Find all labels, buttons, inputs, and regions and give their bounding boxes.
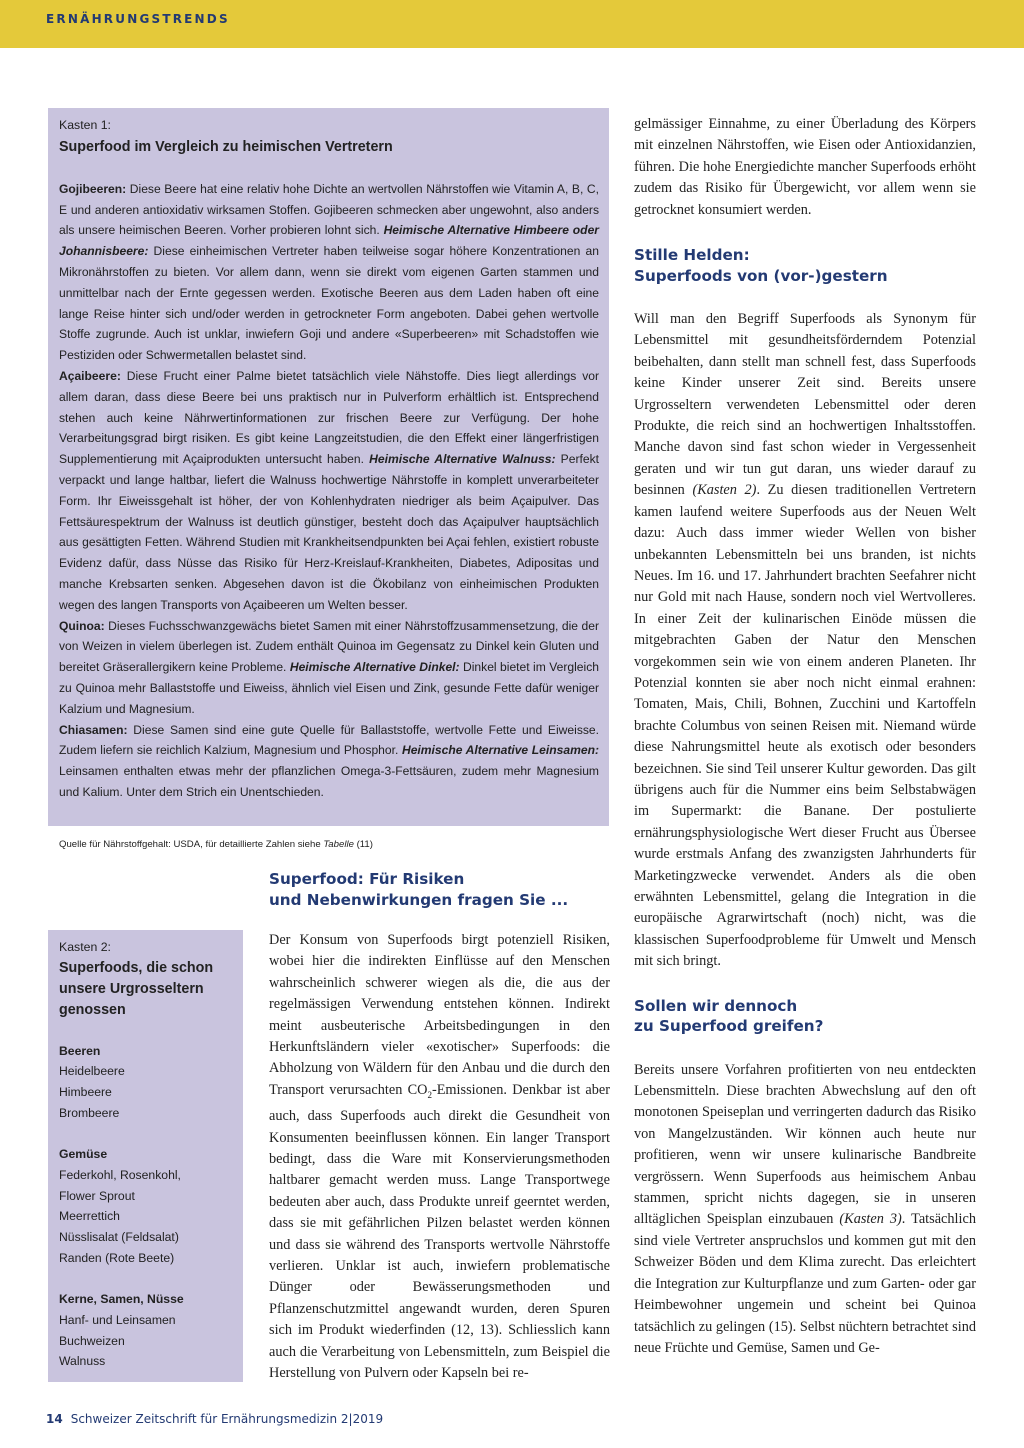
page-number: 14: [46, 1412, 63, 1426]
alt-chia: Heimische Alternative Leinsamen:: [401, 743, 599, 758]
list-item: Nüsslisalat (Feldsalat): [59, 1230, 179, 1245]
journal-title: Schweizer Zeitschrift für Ernährungsmedizin 2|2019: [70, 1412, 384, 1426]
box-1-source: Quelle für Nährstoffgehalt: USDA, für detaillierte Zahlen siehe Tabelle (11): [59, 838, 373, 850]
term-acai: Açaibeere:: [59, 368, 121, 383]
column-middle: [269, 930, 610, 1384]
box-1-paragraph-goji: Gojibeeren: Diese Beere hat eine relativ hohe Dichte an wertvollen Nährstoffen wie Vitamin A, B, C, E und anderen antioxidativ wirksamen Stoffen. Gojibeeren schmecken aber ungewohnt, also anders als unsere heimischen Beeren. Vorher probieren lohnt sich. Heimische Alternative Himbeere oder Johannisbeere: Diese einheimischen Vertreter haben teilweise sogar höhere Konzentrationen an Mikronährstoffen zu bieten. Vor allem dann, wenn sie direkt vom eigenen Garten stammen und unmittelbar nach der Ernte gegessen werden. Exotische Beeren aus dem Laden haben oft eine lange Reise hinter sich und/oder werden in getrockneter Form angeboten. Dabei gehen wertvolle Stoffe zugrunde. Auch ist unklar, inwiefern Goji und andere «Superbeeren» mit Schadstoffen wie Pestiziden oder Schwermetallen belastet sind.: [59, 181, 600, 363]
box-1-label: Kasten 1:: [59, 118, 111, 132]
ref-kasten-3: (Kasten 3): [839, 1211, 902, 1228]
section-heading-sollen-wir: Sollen wir dennoch zu Superfood greifen?: [634, 996, 824, 1036]
list-item: Buchweizen: [59, 1333, 125, 1348]
section-header-bar: [0, 0, 1024, 48]
body-paragraph-continued: gelmässiger Einnahme, zu einer Überladung des Körpers mit einzelnen Nährstoffen, wie Eisen oder Antioxidanzien, führen. Die hohe Energiedichte mancher Superfoods erhöht zudem das Risiko für Übergewicht, vor allem wenn sie getrocknet konsumiert werden.: [634, 116, 976, 218]
page-footer: [46, 1412, 383, 1426]
alt-acai: Heimische Alternative Walnuss:: [369, 452, 556, 467]
list-heading-gemuese: Gemüse: [59, 1147, 108, 1162]
list-item: Federkohl, Rosenkohl,: [59, 1167, 181, 1182]
box-1-paragraph-acai: Açaibeere: Diese Frucht einer Palme bietet tatsächlich viele Nähstoffe. Dies liegt allerdings vor allem daran, dass diese Beere bei uns praktisch nur in Pulverform erhältlich ist. Entsprechend stehen auch keine Nährwertinformationen zur frischen Beere zur Verfügung. Der hohe Verarbeitungsgrad birgt risiken. Es gibt keine Langzeitstudien, die den Effekt einer längerfristigen Supplementierung mit Açaiprodukten untersucht haben. Heimische Alternative Walnuss: Perfekt verpackt und lange haltbar, liefert die Walnuss hochwertige Nährstoffe in komplett unverarbeiteter Form. Ihr Eiweissgehalt ist höher, der von Kohlenhydraten niedriger als beim Açaipulver. Das Fettsäurespektrum der Walnuss ist deutlich günstiger, besteht doch das Açaipulver hauptsächlich aus gesättigten Fetten. Während Studien mit Krankheitsendpunkten bei Açai fehlen, existiert robuste Evidenz dafür, dass Nüsse das Risiko für Herz-Kreislauf-Krankheiten, Diabetes, Adipositas und manche Krebsarten senken. Abgesehen davon ist die Ökobilanz von einheimischen Produkten wegen des langen Transports von Açaibeeren um Welten besser.: [59, 368, 599, 612]
section-kicker: ERNÄHRUNGSTRENDS: [46, 12, 230, 26]
box-1-paragraph-quinoa: Quinoa: Dieses Fuchsschwanzgewächs bietet Samen mit einer Nährstoffzusammensetzung, die der von Weizen in vielem überlegen ist. Zudem enthält Quinoa im Gegensatz zu Dinkel kein Gluten und bereitet Gräserallergikern keine Probleme. Heimische Alternative Dinkel: Dinkel bietet im Vergleich zu Quinoa mehr Ballaststoffe und Eiweiss, ähnlich viel Eisen und Zink, gesunde Fette dafür weniger Kalzium und Magnesium.: [59, 618, 599, 716]
column-right: [634, 114, 976, 1359]
box-2: [48, 930, 243, 1382]
list-heading-kerne: Kerne, Samen, Nüsse: [59, 1292, 184, 1307]
term-goji: Gojibeeren:: [59, 181, 127, 196]
box-2-label: Kasten 2:: [59, 940, 111, 954]
box-1: [48, 108, 609, 850]
list-heading-beeren: Beeren: [59, 1043, 101, 1058]
ref-kasten-2: (Kasten 2): [692, 482, 757, 499]
alt-quinoa: Heimische Alternative Dinkel:: [289, 660, 460, 675]
term-chia: Chiasamen:: [59, 722, 128, 737]
section-heading-stille-helden: Stille Helden: Superfoods von (vor-)gestern: [634, 246, 888, 285]
list-item: Heidelbeere: [59, 1064, 125, 1079]
alt-goji: Heimische Alternative Himbeere oder Johannisbeere:: [59, 223, 600, 259]
list-item: Hanf- und Leinsamen: [59, 1312, 176, 1327]
list-item: Meerrettich: [59, 1209, 120, 1224]
body-paragraph-stille-helden: Will man den Begriff Superfoods als Synonym für Lebensmittel mit gesundheitsförderndem Potenzial beibehalten, dann stellt man schnell fest, dass Superfoods keine Kinder unserer Zeit sind. Bereits unsere Urgrosseltern verwendeten Lebensmittel oder deren Produkte, die reich sind an hochwertigen Inhaltsstoffen. Manche davon sind fast schon wieder in Vergessenheit geraten und wir tun gut daran, uns wieder darauf zu besinnen (Kasten 2). Zu diesen traditionellen Vertretern kamen laufend weitere Superfoods aus der Neuen Welt dazu: Auch dass immer wieder Wellen von bisher unbekannten Lebensmitteln bei uns branden, ist nichts Neues. Im 16. und 17. Jahrhundert brachten Seefahrer nicht nur Gold mit nach Hause, sondern noch viel Wertvolleres. In einer Zeit der kulinarischen Einöde müssen die mitgebrachten Gaben der Natur den Menschen vorgekommen sein wie von einem anderen Planeten. Ihr Potenzial konnten sie aber noch nicht einmal erahnen: Tomaten, Mais, Chili, Bohnen, Zucchini und Kartoffeln brachte Columbus von seinen Reisen mit. Niemand würde diese Nahrungsmittel heute als exotisch oder besonders bezeichnen. Sie sind Teil unserer Kultur geworden. Das gilt übrigens auch für die Nummer eins beim Selbstabwägen im Supermarkt: die Banane. Der postulierte ernährungsphysiologische Wert dieser Frucht aus Übersee wurde erstmals Anfang des zwanzigsten Jahrhunderts für Marketingzwecke verwendet. Anders als die oben erwähnten Lebensmittel, gelang die Integration in die europäische Agrarwirtschaft (noch) nicht, was die klassischen Superfoodprobleme für Umwelt und Mensch mit sich bringt.: [634, 311, 976, 970]
list-item: Himbeere: [59, 1085, 112, 1100]
term-quinoa: Quinoa:: [59, 618, 105, 633]
list-item: Randen (Rote Beete): [59, 1250, 175, 1265]
body-paragraph-risiken: Der Konsum von Superfoods birgt potenziell Risiken, wobei hier die indirekten Einflüsse auf den Menschen wahrscheinlich schwerer wiegen als die, die aus der regelmässigen Verwendung entstehen können. Indirekt meint ausbeuterische Arbeitsbedingungen in den Herkunftsländern vieler «exotischer» Superfoods: die Abholzung von Wäldern für den Anbau und die durch den Transport verursachten $CO_2$-Emissionen. Denkbar ist aber auch, dass Superfoods auch direkt die Gesundheit von Konsumenten beeinflussen können. Ein langer Transport bedingt, dass die Ware mit Konservierungsmethoden haltbarer gemacht werden muss. Lange Transportwege bedeuten aber auch, dass Produkte unreif geerntet werden, dass sie mit gefährlichen Pilzen belastet werden können und dass sie während des Transports wertvolle Nährstoffe verlieren. Unklar ist auch, inwiefern problematische Dünger oder Bewässerungsmethoden und Pflanzenschutzmittel angewandt wurden, deren Spuren sich im Produkt wiederfinden (12, 13). Schliesslich kann auch die Verarbeitung von Lebensmitteln, zum Beispiel die Herstellung von Pulvern oder Kapseln bei re-: [269, 932, 611, 1381]
box-2-title: Superfoods, die schon unsere Urgrosseltern genossen: [59, 959, 214, 1018]
box-1-paragraph-chia: Chiasamen: Diese Samen sind eine gute Quelle für Ballaststoffe, wertvolle Fette und Eiweisse. Zudem liefern sie reichlich Kalzium, Magnesium und Phosphor. Heimische Alternative Leinsamen: Leinsamen enthalten etwas mehr der pflanzlichen Omega-3-Fettsäuren, zudem mehr Magnesium und Kalium. Unter dem Strich ein Unentschieden.: [59, 722, 599, 799]
list-item: Flower Sprout: [59, 1188, 135, 1203]
box-1-title: Superfood im Vergleich zu heimischen Vertretern: [59, 138, 393, 155]
list-item: Brombeere: [59, 1105, 120, 1120]
section-heading-risiken: Superfood: Für Risiken und Nebenwirkungen fragen Sie ...: [269, 870, 569, 909]
body-paragraph-sollen-wir: Bereits unsere Vorfahren profitierten von neu entdeckten Lebensmitteln. Diese brachten Abwechslung auf den oft monotonen Speiseplan und verringerten dadurch das Risiko von Mangelzuständen. Wir können auch heute nur profitieren, wenn wir unsere kulinarische Bandbreite vergrössern. Wenn Superfoods aus heimischem Anbau stammen, spricht nichts dagegen, sie in unseren alltäglichen Speisplan einzubauen (Kasten 3). Tatsächlich sind viele Vertreter anspruchslos und kommen gut mit den Schweizer Böden und dem Klima zurecht. Das erleichtert die Integration zur Kulturpflanze und zum Garten- oder gar Heimbewohner ungemein und scheint bei Quinoa tatsächlich zu gelingen (15). Selbst nüchtern betrachtet sind neue Früchte und Gemüse, Samen und Ge-: [634, 1061, 976, 1356]
list-item: Walnuss: [59, 1354, 106, 1369]
